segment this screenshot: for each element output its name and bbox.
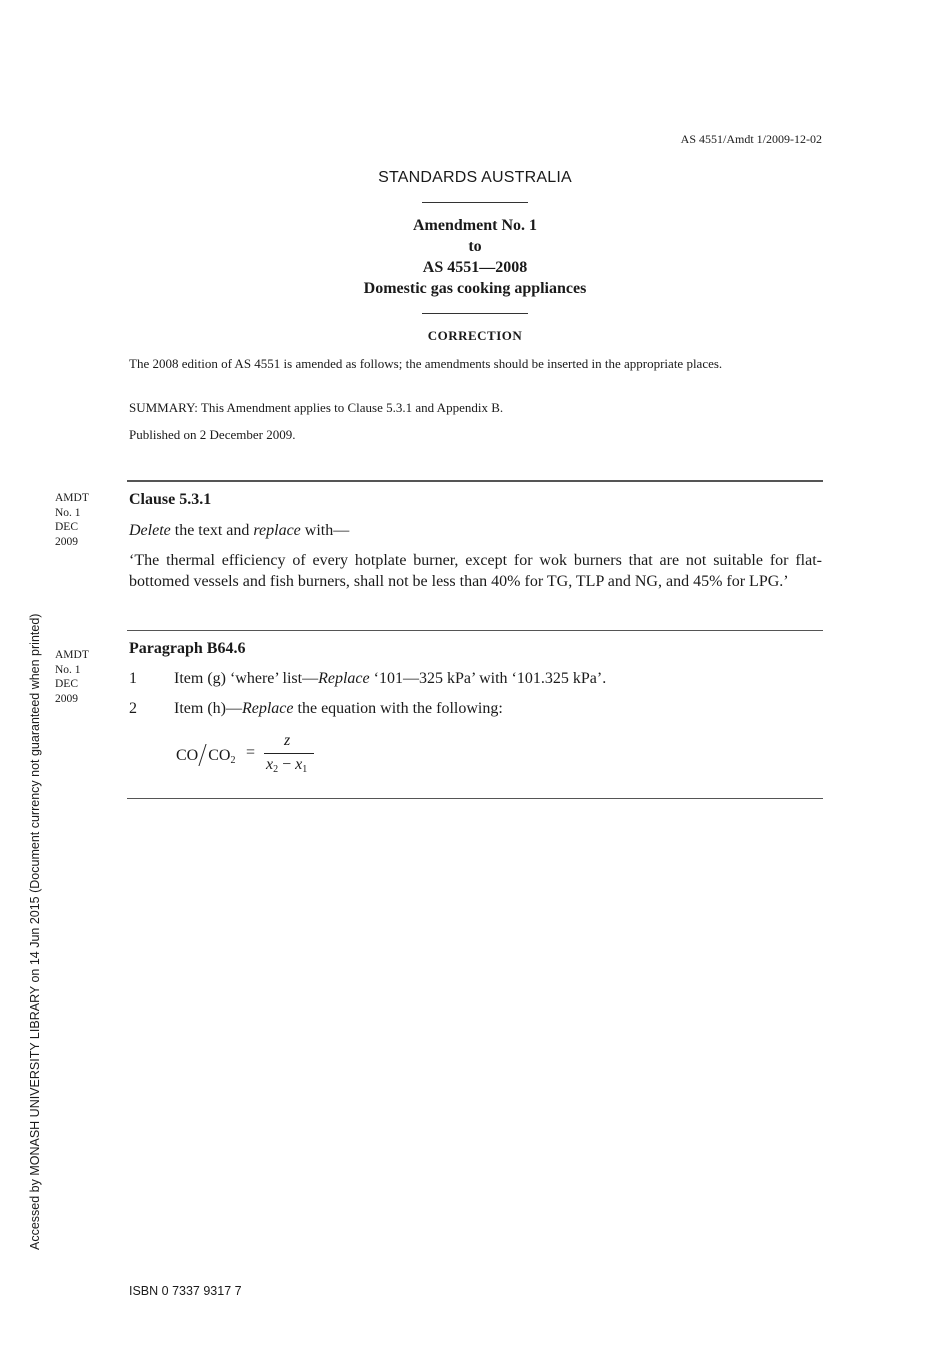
organisation-name: STANDARDS AUSTRALIA: [378, 169, 572, 186]
section-divider: [127, 798, 823, 799]
amendment-margin-note: AMDT No. 1 DEC 2009: [55, 492, 89, 548]
standard-number: AS 4551—2008: [422, 259, 528, 276]
document-reference: AS 4551/Amdt 1/2009-12-02: [680, 132, 822, 146]
item-text: Item (h)—Replace the equation with the following:: [174, 700, 503, 717]
item-number: 2: [129, 700, 137, 717]
intro-paragraph: The 2008 edition of AS 4551 is amended as follows; the amendments should be inserted in the appropriate places.: [129, 356, 723, 371]
equals-sign: =: [246, 744, 256, 761]
amendment-margin-note: AMDT No. 1 DEC 2009: [55, 649, 89, 705]
equation-numerator: z: [284, 732, 291, 749]
paragraph-heading: Paragraph B64.6: [129, 640, 246, 657]
equation-denominator: $x_2 - x_1$: [266, 756, 308, 775]
co-ratio-equation: [176, 732, 336, 782]
correction-label: CORRECTION: [427, 328, 523, 343]
item-number: 1: [129, 670, 137, 687]
access-notice: Accessed by MONASH UNIVERSITY LIBRARY on 14 Jun 2015 (Document currency not guaranteed when printed): [28, 613, 42, 1250]
title-divider-bottom: [422, 313, 528, 314]
title-to: to: [468, 238, 482, 255]
item-text: Item (g) ‘where’ list—Replace ‘101—325 kPa’ with ‘101.325 kPa’.: [174, 670, 607, 687]
isbn: ISBN 0 7337 9317 7: [129, 1284, 242, 1298]
section-divider: [127, 630, 823, 631]
summary-text: SUMMARY: This Amendment applies to Clause 5.3.1 and Appendix B.: [129, 400, 504, 415]
fraction-bar: [264, 753, 314, 754]
section-divider: [127, 480, 823, 482]
clause-heading: Clause 5.3.1: [129, 491, 212, 508]
equation-lhs: CO $CO_2$: [176, 744, 235, 766]
standard-title: Domestic gas cooking appliances: [363, 280, 587, 297]
title-divider-top: [422, 202, 528, 203]
published-date: Published on 2 December 2009.: [129, 427, 296, 442]
clause-instruction: Delete the text and replace with—: [129, 522, 350, 539]
amendment-number: Amendment No. 1: [413, 217, 537, 234]
replacement-text: ‘The thermal efficiency of every hotplate burner, except for wok burners that are not suitable for flat-bottomed vessels and fish burners, shall not be less than 40% for TG, TLP and NG, and 45% for LPG.’: [129, 552, 822, 590]
